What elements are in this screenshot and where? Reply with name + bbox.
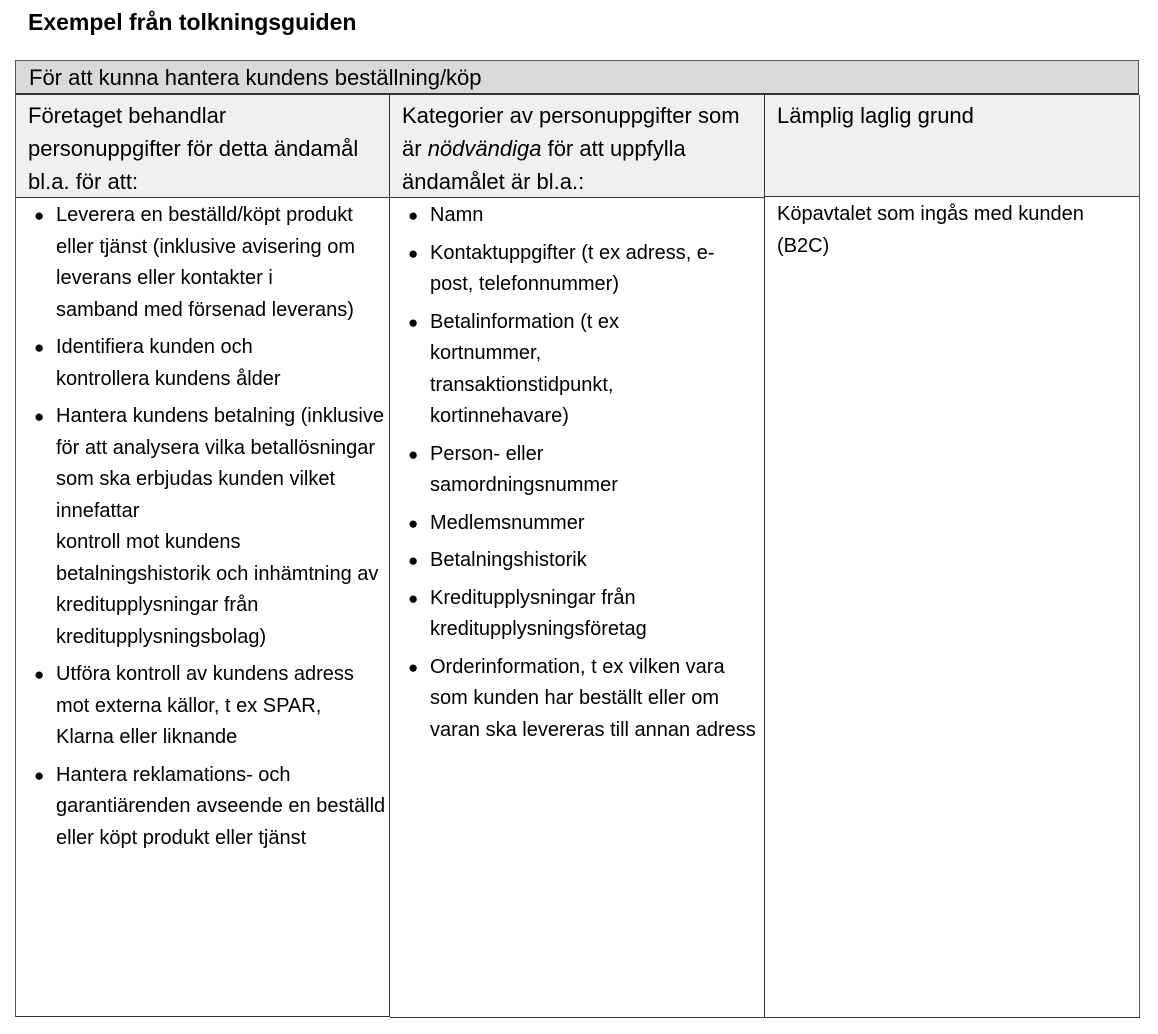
- list-item: ● Betalningshistorik: [402, 545, 756, 577]
- document-title: Exempel från tolkningsguiden: [28, 9, 357, 35]
- legal-basis-column-header: Lämplig laglig grund: [765, 95, 1139, 197]
- list-item: ● Utföra kontroll av kundens adress mot externa källor, t ex SPAR, Klarna eller liknande: [28, 659, 376, 754]
- data-categories-column-header: Kategorier av personuppgifter som är nödvändiga för att uppfylla ändamålet är bl.a.:: [390, 95, 764, 198]
- purposes-column: [15, 95, 390, 1017]
- list-item: ● Orderinformation, t ex vilken vara som kunden har beställt eller om varan ska levereras till annan adress: [402, 652, 760, 747]
- data-categories-list: [402, 200, 756, 746]
- list-item-text: Hantera kundens betalning (inklusive för att analysera vilka betallösningar som ska erbjudas kunden vilket innefattar: [56, 405, 384, 522]
- data-categories-column: [390, 95, 765, 1018]
- list-item: ● Person- eller samordningsnummer: [402, 439, 670, 502]
- emphasis-text: nödvändiga: [427, 136, 542, 161]
- list-item: ● Betalinformation (t ex kortnummer, transaktionstidpunkt, kortinnehavare): [402, 307, 670, 433]
- list-item: ● Namn: [402, 200, 756, 232]
- purposes-column-header: Företaget behandlar personuppgifter för detta ändamål bl.a. för att:: [16, 95, 389, 198]
- purpose-header: För att kunna hantera kundens beställning/köp: [15, 60, 1139, 95]
- list-item: ● Identifiera kunden och kontrollera kundens ålder: [28, 332, 316, 395]
- list-item: ● Leverera en beställd/köpt produkt eller tjänst (inklusive avisering om leverans eller kontakter i samband med försenad leverans): [28, 200, 356, 326]
- legal-basis-text: Köpavtalet som ingås med kunden (B2C): [777, 203, 1084, 257]
- list-item: ● Medlemsnummer: [402, 508, 756, 540]
- list-item: ● Kontaktuppgifter (t ex adress, e-post, telefonnummer): [402, 238, 740, 301]
- list-item-continuation: kontroll mot kundens betalningshistorik och inhämtning av kreditupplysningar från kreditupplysningsbolag): [56, 531, 379, 648]
- list-item: ● Kreditupplysningar från kreditupplysningsföretag: [402, 583, 720, 646]
- interpretation-table: [15, 60, 1140, 1018]
- list-item: [28, 401, 386, 653]
- legal-basis-column: [765, 95, 1140, 1018]
- list-item: ● Hantera reklamations- och garantiärenden avseende en beställd eller köpt produkt eller tjänst: [28, 760, 386, 855]
- purposes-list: [28, 200, 386, 854]
